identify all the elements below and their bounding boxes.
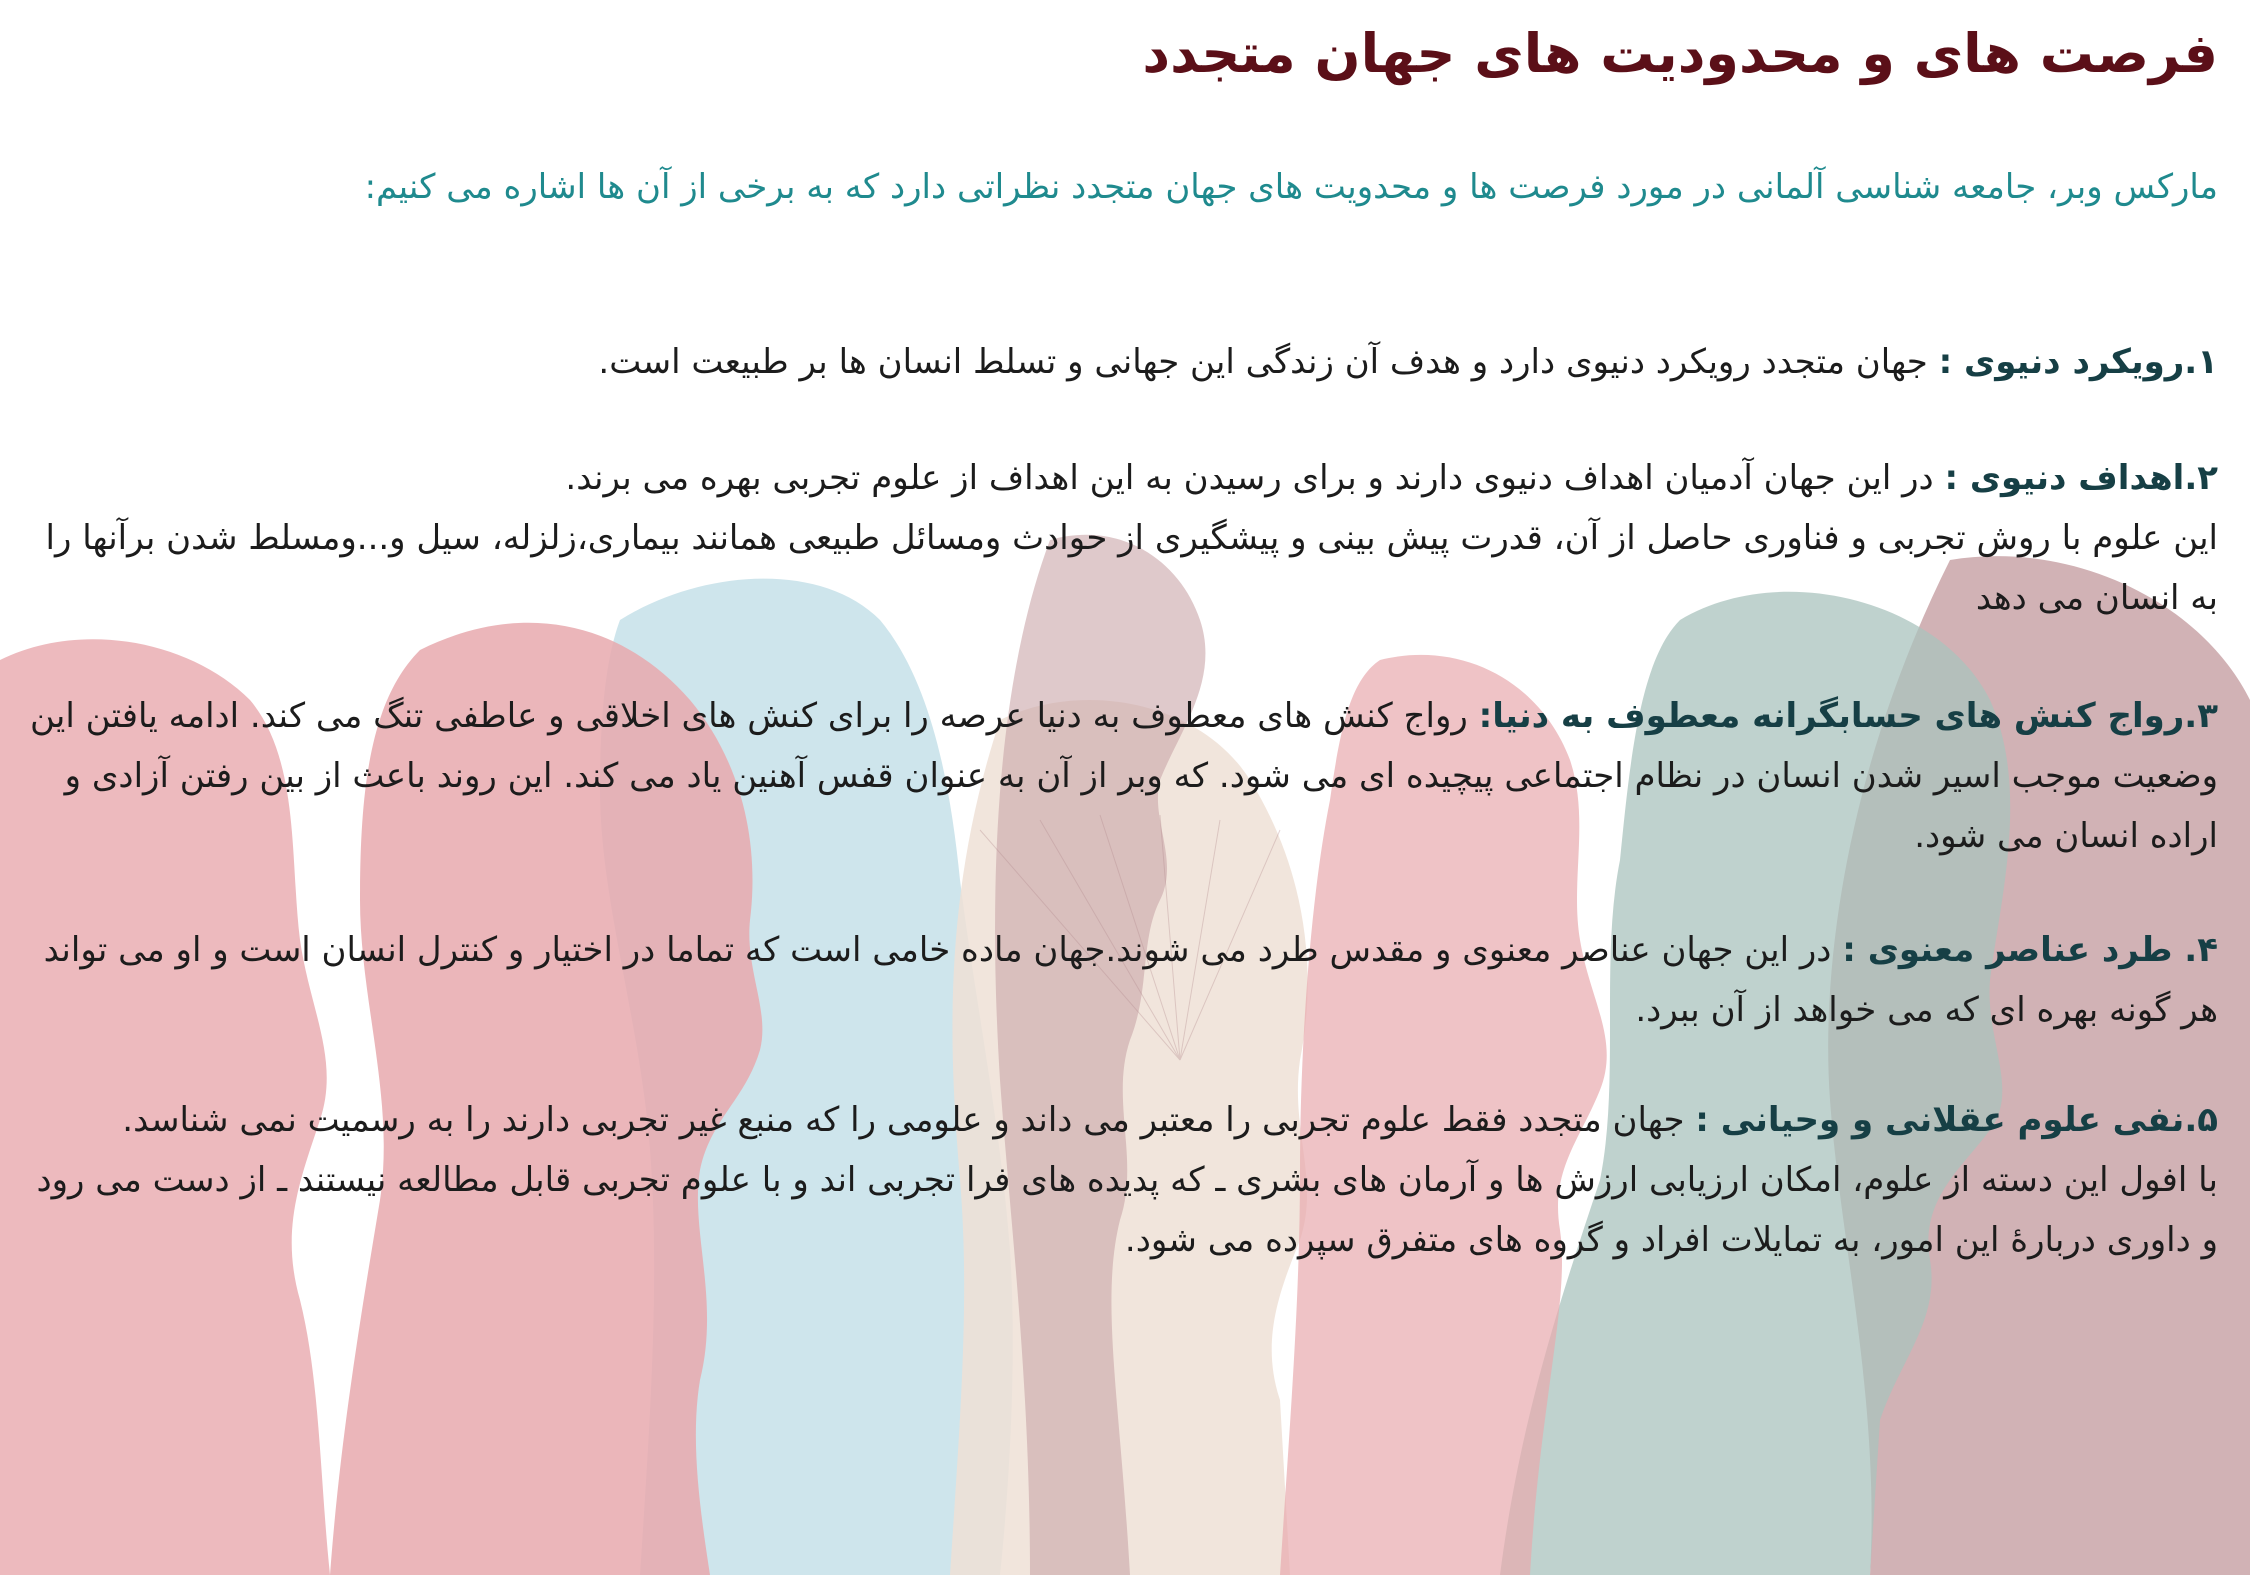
list-item	[18, 920, 2218, 1040]
item-heading: ۱.رویکرد دنیوی :	[1938, 342, 2218, 382]
list-item	[18, 448, 2218, 628]
item-text: جهان متجدد رویکرد دنیوی دارد و هدف آن زندگی این جهانی و تسلط انسان ها بر طبیعت است.	[598, 342, 1939, 382]
intro-paragraph: مارکس وبر، جامعه شناسی آلمانی در مورد فرصت ها و محدویت های جهان متجدد نظراتی دارد که به برخی از آن ها اشاره می کنیم:	[364, 167, 2218, 207]
list-item	[18, 1090, 2218, 1270]
list-item	[18, 686, 2218, 866]
item-text: در این جهان عناصر معنوی و مقدس طرد می شوند.جهان ماده خامی است که تماما در اختیار و کنترل انسان است و او می تواند هر گونه بهره ای که می خواهد از آن ببرد.	[43, 930, 2218, 1030]
item-heading: ۲.اهداف دنیوی :	[1944, 458, 2218, 498]
item-heading: ۳.رواج کنش های حسابگرانه معطوف به دنیا:	[1478, 696, 2218, 736]
item-heading: ۵.نفی علوم عقلانی و وحیانی :	[1695, 1100, 2218, 1140]
item-extra-text: با افول این دسته از علوم، امکان ارزیابی ارزش ها و آرمان های بشری ـ که پدیده های فرا تجربی اند و با علوم تجربی قابل مطالعه نیستند ـ از دست می رود و داوری دربارۀ این امور، به تمایلات افراد و گروه های متفرق سپرده می شود.	[36, 1160, 2218, 1260]
item-text: در این جهان آدمیان اهداف دنیوی دارند و برای رسیدن به این اهداف از علوم تجربی بهره می برند.	[565, 458, 1945, 498]
item-text: جهان متجدد فقط علوم تجربی را معتبر می داند و علومی را که منبع غیر تجربی دارند را به رسمیت نمی شناسد.	[122, 1100, 1696, 1140]
item-text: رواج کنش های معطوف به دنیا عرصه را برای کنش های اخلاقی و عاطفی تنگ می کند. ادامه یافتن این وضعیت موجب اسیر شدن انسان در نظام اجتماعی پیچیده ای می شود. که وبر از آن به عنوان قفس آهنین یاد می کند. این روند باعث از بین رفتن آزادی و اراده انسان می شود.	[30, 696, 2218, 856]
list-item	[18, 332, 2218, 392]
item-extra-text: این علوم با روش تجربی و فناوری حاصل از آن، قدرت پیش بینی و پیشگیری از حوادث ومسائل طبیعی همانند بیماری،زلزله، سیل و...ومسلط شدن برآنها را به انسان می دهد	[45, 518, 2218, 618]
item-heading: ۴. طرد عناصر معنوی :	[1842, 930, 2218, 970]
page-title: فرصت های و محدودیت های جهان متجدد	[1142, 22, 2218, 85]
